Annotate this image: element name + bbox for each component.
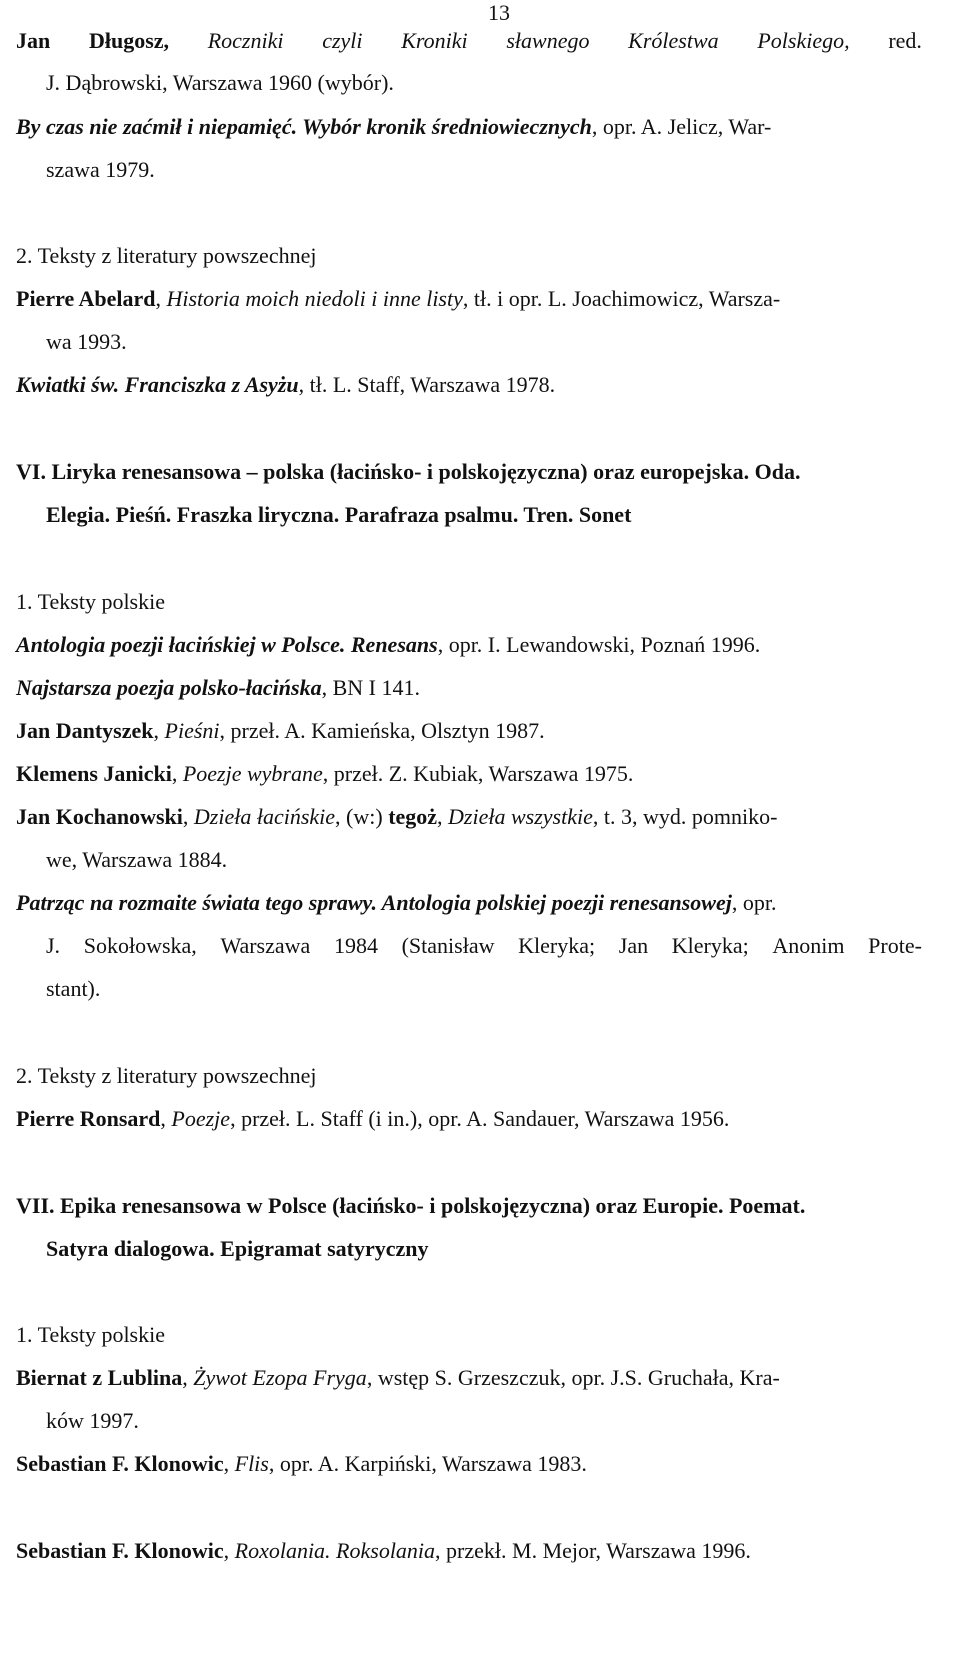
text-line: [16, 761, 922, 787]
text-segment: Kleryka;: [671, 933, 749, 958]
text-segment: , wstęp S. Grzeszczuk, opr. J.S. Gruchała, Kra-: [366, 1365, 780, 1390]
text-segment: Satyra dialogowa. Epigramat satyryczny: [46, 1236, 429, 1261]
text-line: [46, 502, 922, 528]
text-segment: , opr.: [731, 890, 777, 915]
text-segment: Dzieła wszystkie: [448, 804, 593, 829]
text-line: [46, 1236, 922, 1262]
text-segment: ,: [153, 718, 165, 743]
text-segment: 1. Teksty polskie: [16, 1322, 165, 1347]
text-segment: J. Dąbrowski, Warszawa 1960 (wybór).: [46, 70, 394, 95]
text-segment: 1. Teksty polskie: [16, 589, 165, 614]
text-line: [46, 70, 922, 96]
text-segment: Roxolania. Roksolania: [234, 1538, 436, 1563]
text-segment: , przeł. L. Staff (i in.), opr. A. Sandauer, Warszawa 1956.: [230, 1106, 730, 1131]
text-segment: Poezje wybrane: [182, 761, 323, 786]
text-segment: Kwiatki św. Franciszka z Asyżu: [16, 372, 299, 397]
text-line: [16, 589, 922, 615]
text-segment: Sebastian F. Klonowic: [16, 1451, 224, 1476]
text-segment: red.: [888, 28, 922, 53]
text-segment: 2. Teksty z literatury powszechnej: [16, 1063, 317, 1088]
text-segment: Sebastian F. Klonowic: [16, 1538, 224, 1563]
text-line: [46, 329, 922, 355]
text-line: [16, 1106, 922, 1132]
text-line: [16, 1365, 922, 1391]
text-segment: J.: [46, 933, 61, 958]
text-segment: 1984: [333, 933, 378, 958]
text-segment: Jan: [618, 933, 649, 958]
text-segment: Pieśni: [164, 718, 220, 743]
text-segment: Patrząc na rozmaite świata tego sprawy. Antologia polskiej poezji renesansowej: [16, 890, 732, 915]
text-line: [16, 372, 922, 398]
text-line: [46, 933, 922, 959]
text-segment: Pierre Abelard: [16, 286, 156, 311]
text-segment: Prote-: [868, 933, 922, 958]
text-segment: Jan: [16, 28, 51, 53]
text-segment: ,: [155, 286, 167, 311]
text-segment: Anonim: [772, 933, 845, 958]
text-segment: , opr. A. Jelicz, War-: [591, 114, 772, 139]
text-segment: By czas nie zaćmił i niepamięć. Wybór kronik średniowiecznych: [16, 114, 592, 139]
text-segment: Pierre Ronsard: [16, 1106, 161, 1131]
text-segment: Królestwa: [628, 28, 719, 53]
text-segment: Kleryka;: [518, 933, 596, 958]
text-segment: Polskiego,: [757, 28, 850, 53]
text-line: [16, 28, 922, 54]
text-segment: Historia moich niedoli i inne listy: [166, 286, 463, 311]
text-line: [16, 890, 922, 916]
text-segment: Roczniki: [207, 28, 284, 53]
text-segment: tegoż: [388, 804, 438, 829]
text-line: [46, 976, 922, 1002]
text-segment: sławnego: [506, 28, 590, 53]
text-segment: 2. Teksty z literatury powszechnej: [16, 243, 317, 268]
text-segment: Biernat z Lublina: [16, 1365, 183, 1390]
text-line: [16, 243, 922, 269]
text-line: [16, 286, 922, 312]
text-segment: ków 1997.: [46, 1408, 139, 1433]
page-number: 13: [488, 0, 510, 25]
text-segment: , (w:): [335, 804, 389, 829]
text-segment: szawa 1979.: [46, 157, 155, 182]
text-segment: ,: [223, 1451, 235, 1476]
text-segment: we, Warszawa 1884.: [46, 847, 228, 872]
text-segment: , tł. L. Staff, Warszawa 1978.: [298, 372, 556, 397]
text-segment: Flis: [234, 1451, 269, 1476]
text-segment: Jan Kochanowski: [16, 804, 183, 829]
text-line: [16, 114, 922, 140]
text-segment: , opr. I. Lewandowski, Poznań 1996.: [437, 632, 761, 657]
text-segment: ,: [182, 1365, 194, 1390]
text-line: [16, 1193, 922, 1219]
text-segment: VII. Epika renesansowa w Polsce (łacińsko- i polskojęzyczna) oraz Europie. Poemat.: [16, 1193, 806, 1218]
text-segment: , t. 3, wyd. pomniko-: [592, 804, 778, 829]
text-segment: ,: [171, 761, 183, 786]
text-line: [46, 157, 922, 183]
text-segment: ,: [182, 804, 194, 829]
text-segment: Kroniki: [401, 28, 468, 53]
text-segment: , przeł. A. Kamieńska, Olsztyn 1987.: [219, 718, 545, 743]
text-segment: Żywot Ezopa Fryga: [193, 1365, 367, 1390]
text-line: [16, 1538, 922, 1564]
text-segment: (Stanisław: [401, 933, 495, 958]
text-segment: , przeł. Z. Kubiak, Warszawa 1975.: [322, 761, 634, 786]
text-line: [16, 1063, 922, 1089]
text-line: [16, 459, 922, 485]
text-segment: Sokołowska,: [83, 933, 197, 958]
text-line: [46, 847, 922, 873]
text-line: [46, 1408, 922, 1434]
text-segment: Klemens Janicki: [16, 761, 172, 786]
text-segment: Elegia. Pieśń. Fraszka liryczna. Parafraza psalmu. Tren. Sonet: [46, 502, 632, 527]
text-segment: ,: [437, 804, 449, 829]
text-line: [16, 804, 922, 830]
text-line: [16, 1451, 922, 1477]
text-segment: Dzieła łacińskie: [193, 804, 336, 829]
text-segment: , tł. i opr. L. Joachimowicz, Warsza-: [462, 286, 781, 311]
text-segment: Poezje: [171, 1106, 231, 1131]
text-line: [16, 1322, 922, 1348]
text-segment: VI. Liryka renesansowa – polska (łacińsko- i polskojęzyczna) oraz europejska. Oda.: [16, 459, 801, 484]
text-segment: Warszawa: [220, 933, 311, 958]
text-segment: Jan Dantyszek: [16, 718, 154, 743]
text-segment: stant).: [46, 976, 101, 1001]
text-line: [16, 718, 922, 744]
text-segment: , BN I 141.: [321, 675, 420, 700]
text-segment: , przekł. M. Mejor, Warszawa 1996.: [435, 1538, 751, 1563]
text-segment: czyli: [322, 28, 363, 53]
text-line: [16, 632, 922, 658]
text-segment: , opr. A. Karpiński, Warszawa 1983.: [268, 1451, 587, 1476]
text-segment: Antologia poezji łacińskiej w Polsce. Renesans: [16, 632, 438, 657]
text-segment: Długosz,: [88, 28, 170, 53]
text-line: [16, 675, 922, 701]
text-segment: Najstarsza poezja polsko-łacińska: [16, 675, 322, 700]
text-segment: ,: [160, 1106, 172, 1131]
text-segment: ,: [223, 1538, 235, 1563]
text-segment: wa 1993.: [46, 329, 127, 354]
